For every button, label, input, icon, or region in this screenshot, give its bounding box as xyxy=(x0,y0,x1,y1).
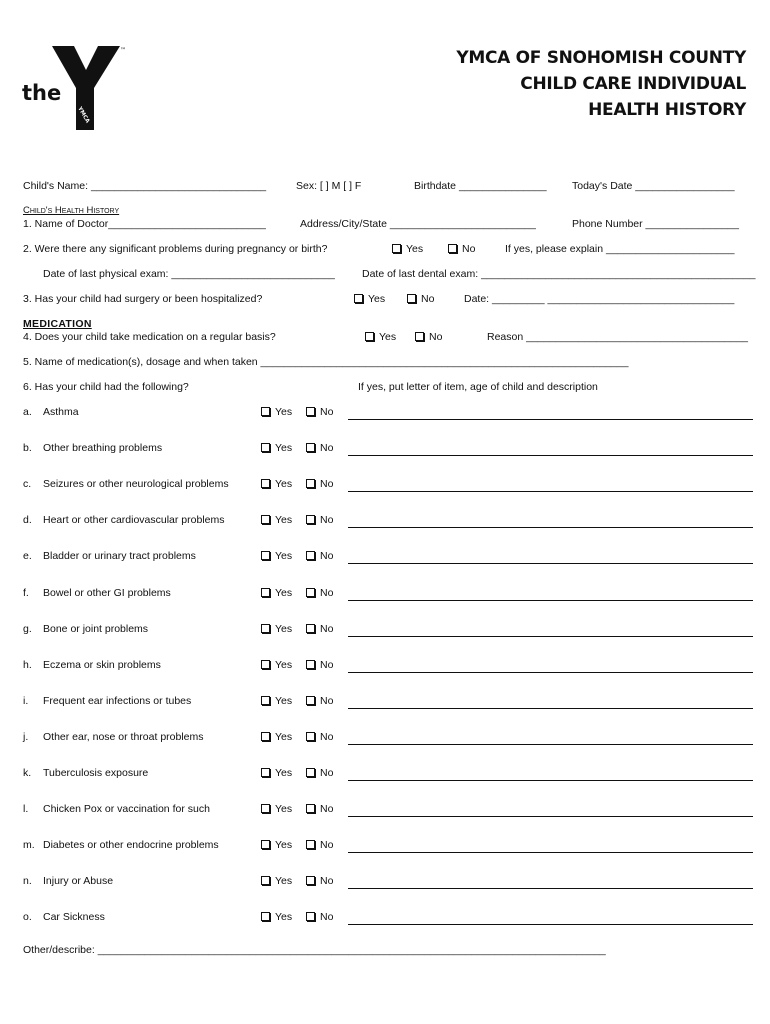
q3-date-field[interactable]: Date: _________ ________________________________ xyxy=(464,293,735,305)
q4-reason-field[interactable]: Reason ______________________________________ xyxy=(487,331,749,343)
condition-no-checkbox[interactable]: No xyxy=(306,623,333,635)
section-heading-medication: MEDICATION xyxy=(23,318,92,330)
condition-label: Seizures or other neurological problems xyxy=(43,478,229,490)
question-6: 6. Has your child had the following? xyxy=(23,381,189,393)
q4-no-checkbox[interactable]: No xyxy=(415,331,442,343)
condition-label: Chicken Pox or vaccination for such xyxy=(43,803,210,815)
checkbox-icon xyxy=(306,588,315,597)
condition-description-line[interactable] xyxy=(348,636,753,637)
condition-yes-checkbox[interactable]: Yes xyxy=(261,911,292,923)
condition-yes-checkbox[interactable]: Yes xyxy=(261,442,292,454)
condition-letter: n. xyxy=(23,875,32,887)
condition-letter: l. xyxy=(23,803,29,815)
checkbox-icon xyxy=(306,876,315,885)
condition-yes-checkbox[interactable]: Yes xyxy=(261,406,292,418)
q3-no-checkbox[interactable]: No xyxy=(407,293,434,305)
condition-yes-checkbox[interactable]: Yes xyxy=(261,478,292,490)
checkbox-icon xyxy=(306,479,315,488)
condition-letter: a. xyxy=(23,406,32,418)
checkbox-icon xyxy=(306,804,315,813)
dental-exam-date-field[interactable]: Date of last dental exam: _______________________________________________ xyxy=(362,268,756,280)
condition-no-checkbox[interactable]: No xyxy=(306,478,333,490)
doctor-name-field[interactable]: 1. Name of Doctor___________________________ xyxy=(23,218,266,230)
condition-label: Diabetes or other endocrine problems xyxy=(43,839,219,851)
title-line-2: CHILD CARE INDIVIDUAL xyxy=(520,74,746,94)
condition-description-line[interactable] xyxy=(348,563,753,564)
checkbox-icon xyxy=(365,332,374,341)
checkbox-icon xyxy=(261,696,270,705)
condition-description-line[interactable] xyxy=(348,491,753,492)
q2-explain-field[interactable]: If yes, please explain ______________________ xyxy=(505,243,735,255)
address-field[interactable]: Address/City/State _________________________ xyxy=(300,218,536,230)
checkbox-icon xyxy=(306,840,315,849)
checkbox-icon xyxy=(261,912,270,921)
condition-description-line[interactable] xyxy=(348,600,753,601)
checkbox-icon xyxy=(261,551,270,560)
phone-field[interactable]: Phone Number ________________ xyxy=(572,218,739,230)
condition-letter: h. xyxy=(23,659,32,671)
condition-description-line[interactable] xyxy=(348,888,753,889)
condition-description-line[interactable] xyxy=(348,924,753,925)
condition-yes-checkbox[interactable]: Yes xyxy=(261,767,292,779)
condition-letter: i. xyxy=(23,695,29,707)
condition-label: Other breathing problems xyxy=(43,442,163,454)
condition-label: Asthma xyxy=(43,406,79,418)
checkbox-icon xyxy=(407,294,416,303)
condition-label: Injury or Abuse xyxy=(43,875,114,887)
physical-exam-date-field[interactable]: Date of last physical exam: ____________________________ xyxy=(43,268,335,280)
checkbox-icon xyxy=(261,515,270,524)
checkbox-icon xyxy=(261,443,270,452)
checkbox-icon xyxy=(306,443,315,452)
condition-yes-checkbox[interactable]: Yes xyxy=(261,731,292,743)
condition-yes-checkbox[interactable]: Yes xyxy=(261,695,292,707)
checkbox-icon xyxy=(261,768,270,777)
checkbox-icon xyxy=(306,624,315,633)
condition-no-checkbox[interactable]: No xyxy=(306,550,333,562)
condition-description-line[interactable] xyxy=(348,708,753,709)
q3-yes-checkbox[interactable]: Yes xyxy=(354,293,385,305)
condition-description-line[interactable] xyxy=(348,419,753,420)
checkbox-icon xyxy=(261,732,270,741)
condition-no-checkbox[interactable]: No xyxy=(306,911,333,923)
checkbox-icon xyxy=(261,876,270,885)
condition-no-checkbox[interactable]: No xyxy=(306,514,333,526)
condition-label: Heart or other cardiovascular problems xyxy=(43,514,225,526)
medication-name-field[interactable]: 5. Name of medication(s), dosage and when taken _______________________________________________________________ xyxy=(23,356,629,368)
other-describe-field[interactable]: Other/describe: _______________________________________________________________________________________ xyxy=(23,944,606,956)
condition-no-checkbox[interactable]: No xyxy=(306,695,333,707)
checkbox-icon xyxy=(392,244,401,253)
condition-description-line[interactable] xyxy=(348,852,753,853)
checkbox-icon xyxy=(306,732,315,741)
checkbox-icon xyxy=(261,624,270,633)
birthdate-field[interactable]: Birthdate _______________ xyxy=(414,180,547,192)
condition-letter: j. xyxy=(23,731,29,743)
condition-description-line[interactable] xyxy=(348,780,753,781)
checkbox-icon xyxy=(354,294,363,303)
checkbox-icon xyxy=(261,660,270,669)
condition-description-line[interactable] xyxy=(348,455,753,456)
condition-no-checkbox[interactable]: No xyxy=(306,442,333,454)
condition-label: Tuberculosis exposure xyxy=(43,767,149,779)
condition-letter: m. xyxy=(23,839,35,851)
checkbox-icon xyxy=(306,912,315,921)
condition-letter: b. xyxy=(23,442,32,454)
condition-label: Bone or joint problems xyxy=(43,623,149,635)
condition-no-checkbox[interactable]: No xyxy=(306,875,333,887)
condition-letter: g. xyxy=(23,623,32,635)
q2-yes-checkbox[interactable]: Yes xyxy=(392,243,423,255)
condition-description-line[interactable] xyxy=(348,672,753,673)
condition-label: Other ear, nose or throat problems xyxy=(43,731,204,743)
checkbox-icon xyxy=(261,479,270,488)
condition-letter: c. xyxy=(23,478,32,490)
ymca-logo xyxy=(22,44,132,134)
title-line-3: HEALTH HISTORY xyxy=(588,100,746,120)
condition-letter: d. xyxy=(23,514,32,526)
condition-label: Bowel or other GI problems xyxy=(43,587,171,599)
condition-description-line[interactable] xyxy=(348,816,753,817)
condition-no-checkbox[interactable]: No xyxy=(306,767,333,779)
question-2: 2. Were there any significant problems during pregnancy or birth? xyxy=(23,243,328,255)
condition-label: Frequent ear infections or tubes xyxy=(43,695,192,707)
logo-tm: ™ xyxy=(120,47,126,54)
checkbox-icon xyxy=(306,660,315,669)
q2-no-checkbox[interactable]: No xyxy=(448,243,475,255)
condition-no-checkbox[interactable]: No xyxy=(306,839,333,851)
logo-letters: YMCA xyxy=(76,106,91,125)
checkbox-icon xyxy=(306,768,315,777)
condition-letter: e. xyxy=(23,550,32,562)
condition-label: Eczema or skin problems xyxy=(43,659,161,671)
condition-description-line[interactable] xyxy=(348,744,753,745)
section-heading-health-history: Child's Health History xyxy=(23,205,120,216)
logo-word: the xyxy=(22,81,62,105)
todays-date-field[interactable]: Today's Date _________________ xyxy=(572,180,735,192)
condition-label: Car Sickness xyxy=(43,911,105,923)
checkbox-icon xyxy=(306,407,315,416)
condition-yes-checkbox[interactable]: Yes xyxy=(261,803,292,815)
condition-no-checkbox[interactable]: No xyxy=(306,731,333,743)
checkbox-icon xyxy=(306,515,315,524)
condition-letter: o. xyxy=(23,911,32,923)
condition-yes-checkbox[interactable]: Yes xyxy=(261,550,292,562)
condition-letter: f. xyxy=(23,587,29,599)
sex-field[interactable]: Sex: [ ] M [ ] F xyxy=(296,180,362,192)
condition-yes-checkbox[interactable]: Yes xyxy=(261,659,292,671)
condition-yes-checkbox[interactable]: Yes xyxy=(261,875,292,887)
question-4: 4. Does your child take medication on a regular basis? xyxy=(23,331,276,343)
checkbox-icon xyxy=(415,332,424,341)
checkbox-icon xyxy=(261,804,270,813)
checkbox-icon xyxy=(306,696,315,705)
checkbox-icon xyxy=(261,588,270,597)
condition-no-checkbox[interactable]: No xyxy=(306,803,333,815)
checkbox-icon xyxy=(261,840,270,849)
title-line-1: YMCA OF SNOHOMISH COUNTY xyxy=(456,48,746,68)
condition-yes-checkbox[interactable]: Yes xyxy=(261,839,292,851)
condition-yes-checkbox[interactable]: Yes xyxy=(261,623,292,635)
question-6-note: If yes, put letter of item, age of child and description xyxy=(358,381,598,393)
condition-yes-checkbox[interactable]: Yes xyxy=(261,514,292,526)
q4-yes-checkbox[interactable]: Yes xyxy=(365,331,396,343)
checkbox-icon xyxy=(306,551,315,560)
condition-no-checkbox[interactable]: No xyxy=(306,659,333,671)
condition-letter: k. xyxy=(23,767,32,779)
condition-yes-checkbox[interactable]: Yes xyxy=(261,587,292,599)
checkbox-icon xyxy=(261,407,270,416)
condition-label: Bladder or urinary tract problems xyxy=(43,550,196,562)
condition-no-checkbox[interactable]: No xyxy=(306,406,333,418)
question-3: 3. Has your child had surgery or been hospitalized? xyxy=(23,293,263,305)
condition-description-line[interactable] xyxy=(348,527,753,528)
condition-no-checkbox[interactable]: No xyxy=(306,587,333,599)
child-name-field[interactable]: Child's Name: ______________________________ xyxy=(23,180,267,192)
checkbox-icon xyxy=(448,244,457,253)
